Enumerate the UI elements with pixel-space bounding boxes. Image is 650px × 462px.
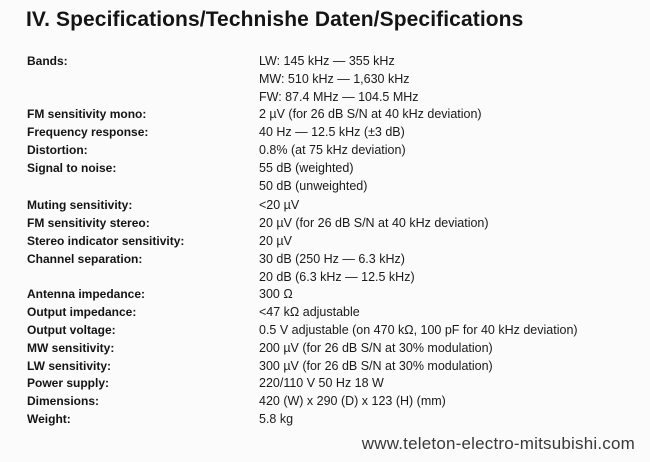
spec-label: Weight: [27,412,71,426]
spec-label: Muting sensitivity: [27,198,133,213]
spec-row [0,374,650,392]
spec-row [0,339,650,357]
spec-row [0,52,650,105]
spec-row [0,141,650,159]
spec-value: 20 dB (6.3 kHz — 12.5 kHz) [259,269,415,284]
spec-row [0,303,650,321]
spec-row [0,159,650,195]
spec-value: 420 (W) x 290 (D) x 123 (H) (mm) [259,394,446,409]
spec-label: Frequency response: [27,125,149,140]
spec-row [0,250,650,286]
spec-row [0,105,650,123]
spec-label: Channel separation: [27,251,143,266]
spec-row [0,196,650,214]
spec-label: Dimensions: [27,394,100,409]
spec-value: FW: 87.4 MHz — 104.5 MHz [259,89,419,104]
spec-value: 2 µV (for 26 dB S/N at 40 kHz deviation) [259,107,482,122]
spec-value: 0.8% (at 75 kHz deviation) [259,143,406,157]
spec-value: 300 Ω [259,287,293,302]
spec-value: <20 µV [259,198,300,213]
spec-value: MW: 510 kHz — 1,630 kHz [259,71,410,86]
spec-label: Output voltage: [27,323,116,337]
spec-value: <47 kΩ adjustable [259,305,360,320]
spec-label: Signal to noise: [27,160,117,175]
spec-label: FM sensitivity mono: [27,107,147,122]
spec-row [0,123,650,141]
spec-value: 50 dB (unweighted) [259,178,368,193]
spec-value: 20 µV (for 26 dB S/N at 40 kHz deviation) [259,216,489,231]
spec-value: 30 dB (250 Hz — 6.3 kHz) [259,251,405,266]
spec-label: MW sensitivity: [27,340,115,355]
spec-value: 0.5 V adjustable (on 470 kΩ, 100 pF for 40 kHz deviation) [259,323,578,337]
spec-value: 200 µV (for 26 dB S/N at 30% modulation) [259,340,493,355]
spec-value: 5.8 kg [259,412,294,426]
spec-row [0,285,650,303]
watermark: www.teleton-electro-mitsubishi.com [361,434,635,453]
page-title: IV. Specifications/Technishe Daten/Specifications [26,8,524,31]
spec-row [0,321,650,339]
spec-label: LW sensitivity: [27,358,112,373]
spec-value: 220/110 V 50 Hz 18 W [259,376,384,391]
spec-row [0,214,650,232]
spec-value: 55 dB (weighted) [259,160,354,175]
spec-label: Bands: [27,54,68,68]
spec-value: 40 Hz — 12.5 kHz (±3 dB) [259,125,405,140]
spec-label: FM sensitivity stereo: [27,216,150,231]
spec-value: 20 µV [259,234,292,248]
spec-row [0,357,650,375]
spec-value: 300 µV (for 26 dB S/N at 30% modulation) [259,358,493,373]
spec-value: LW: 145 kHz — 355 kHz [259,54,395,68]
spec-label: Antenna impedance: [27,287,146,302]
spec-label: Power supply: [27,376,110,391]
spec-label: Output impedance: [27,305,137,320]
spec-row [0,410,650,428]
spec-label: Stereo indicator sensitivity: [27,234,185,248]
spec-label: Distortion: [27,143,88,157]
spec-row [0,232,650,250]
spec-row [0,392,650,410]
